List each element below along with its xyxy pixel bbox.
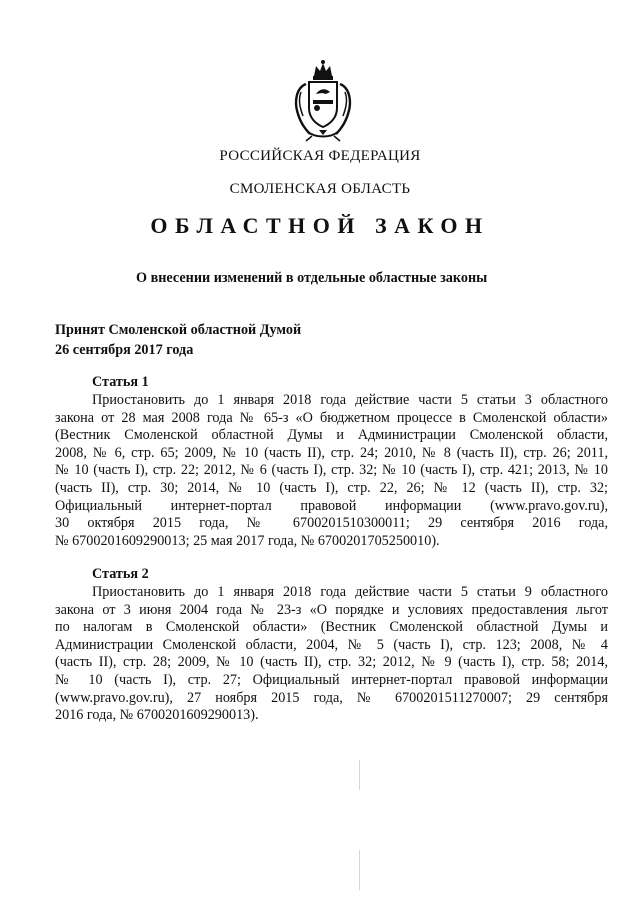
scan-artifact-line — [359, 760, 360, 790]
article-text-line: Приостановить до 1 января 2018 года действие части 5 статьи 3 областного — [92, 392, 608, 408]
article-1-text — [55, 392, 608, 550]
article-2-title: Статья 2 — [92, 566, 149, 582]
article-text-line: 2008, № 6, стр. 65; 2009, № 10 (часть II), стр. 24; 2010, № 8 (часть II), стр. 26; 2011, — [55, 444, 608, 461]
article-1-title: Статья 1 — [92, 374, 149, 390]
region-heading: СМОЛЕНСКАЯ ОБЛАСТЬ — [229, 181, 411, 197]
article-text-line: 30 октября 2015 года, № 6700201510300011; 29 сентября 2016 года, — [55, 515, 608, 532]
article-2-text — [55, 584, 608, 725]
article-text-line: 2016 года, № 6700201609290013). — [55, 707, 259, 724]
article-text-line: № 6700201609290013; 25 мая 2017 года, № 6700201705250010). — [55, 532, 440, 549]
adoption-body: Принят Смоленской областной Думой — [55, 322, 302, 338]
adoption-date: 26 сентября 2017 года — [55, 342, 194, 358]
article-text-line: (Вестник Смоленской областной Думы и Администрации Смоленской области, — [55, 427, 608, 444]
article-text-line: Официальный интернет-портал правовой информации (www.pravo.gov.ru), — [55, 497, 608, 514]
document-subtitle: О внесении изменений в отдельные областные законы — [136, 270, 488, 286]
article-text-line: Администрации Смоленской области, 2004, № 5 (часть I), стр. 123; 2008, № 4 — [55, 636, 608, 653]
smolensk-coat-of-arms-icon — [292, 58, 354, 142]
document-title: ОБЛАСТНОЙ ЗАКОН — [150, 213, 490, 238]
country-heading: РОССИЙСКАЯ ФЕДЕРАЦИЯ — [219, 148, 421, 164]
article-text-line: Приостановить до 1 января 2018 года действие части 5 статьи 9 областного — [92, 584, 608, 600]
article-text-line: по налогам в Смоленской области» (Вестник Смоленской областной Думы и — [55, 619, 608, 636]
article-text-line: (часть II), стр. 30; 2014, № 10 (часть I), стр. 22, 26; № 12 (часть II), стр. 32; — [55, 479, 608, 496]
article-text-line: закона от 3 июня 2004 года № 23-з «О порядке и условиях предоставления льгот — [55, 601, 608, 618]
article-text-line: № 10 (часть I), стр. 22; 2012, № 6 (часть I), стр. 32; № 10 (часть I), стр. 421; 2013, № 10 — [55, 462, 608, 479]
adoption-note — [55, 320, 301, 360]
article-text-line: № 10 (часть I), стр. 27; Официальный интернет-портал правовой информации — [55, 671, 608, 688]
article-text-line: закона от 28 мая 2008 года № 65-з «О бюджетном процессе в Смоленской области» — [55, 409, 608, 426]
article-text-line: (часть II), стр. 28; 2009, № 10 (часть II), стр. 32; 2012, № 9 (часть I), стр. 58; 2014, — [55, 654, 608, 671]
article-text-line: (www.pravo.gov.ru), 27 ноября 2015 года, № 6700201511270007; 29 сентября — [55, 689, 608, 706]
scan-artifact-line — [359, 850, 360, 890]
